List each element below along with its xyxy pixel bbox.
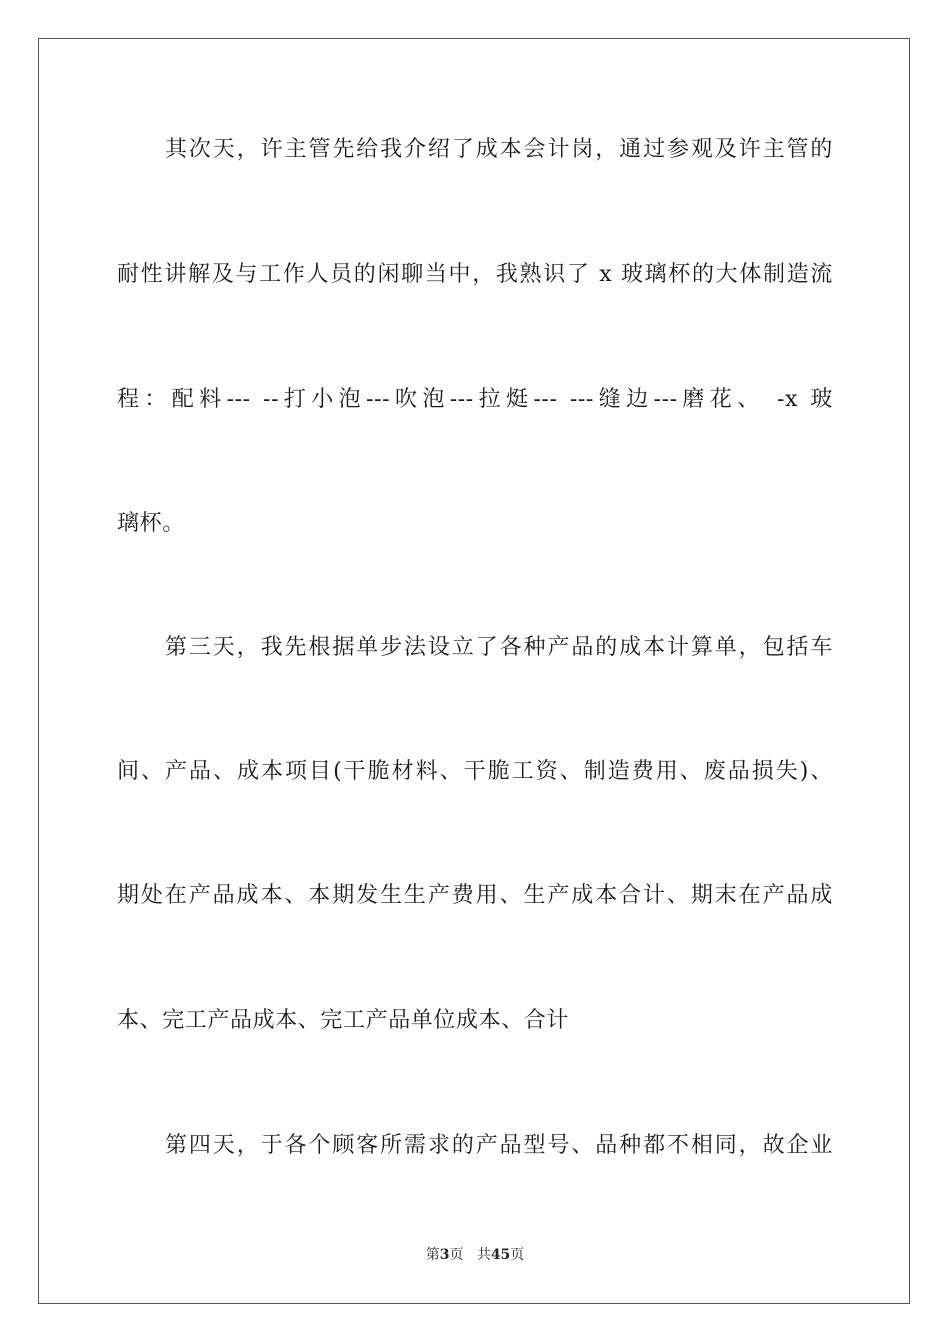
page-prefix: 第 bbox=[425, 1247, 440, 1263]
paragraph-3-line-1: 第四天，于各个顾客所需求的产品型号、品种都不相同，故企业 bbox=[165, 1133, 833, 1158]
page-border bbox=[38, 38, 910, 1304]
total-pages: 45 bbox=[490, 1247, 511, 1263]
paragraph-2-line-4: 本、完工产品成本、完工产品单位成本、合计 bbox=[117, 1008, 570, 1033]
paragraph-2-line-1: 第三天，我先根据单步法设立了各种产品的成本计算单，包括车 bbox=[165, 635, 833, 660]
page-footer bbox=[0, 1245, 950, 1265]
paragraph-1-line-1: 其次天，许主管先给我介绍了成本会计岗，通过参观及许主管的 bbox=[165, 137, 833, 162]
page-suffix: 页 bbox=[449, 1247, 464, 1263]
page-number: 3 bbox=[439, 1247, 450, 1263]
paragraph-2-line-2: 间、产品、成本项目(干脆材料、干脆工资、制造费用、废品损失)、 bbox=[117, 759, 833, 784]
total-suffix: 页 bbox=[510, 1247, 525, 1263]
paragraph-1-line-4: 璃杯。 bbox=[117, 511, 185, 536]
paragraph-1-line-3: 程：配料--- --打小泡---吹泡---拉烶--- ---缝边---磨花、 -x 玻 bbox=[117, 387, 833, 412]
total-prefix: 共 bbox=[476, 1247, 491, 1263]
paragraph-1-line-2: 耐性讲解及与工作人员的闲聊当中，我熟识了 x 玻璃杯的大体制造流 bbox=[117, 262, 833, 287]
paragraph-2-line-3: 期处在产品成本、本期发生生产费用、生产成本合计、期末在产品成 bbox=[117, 883, 833, 908]
